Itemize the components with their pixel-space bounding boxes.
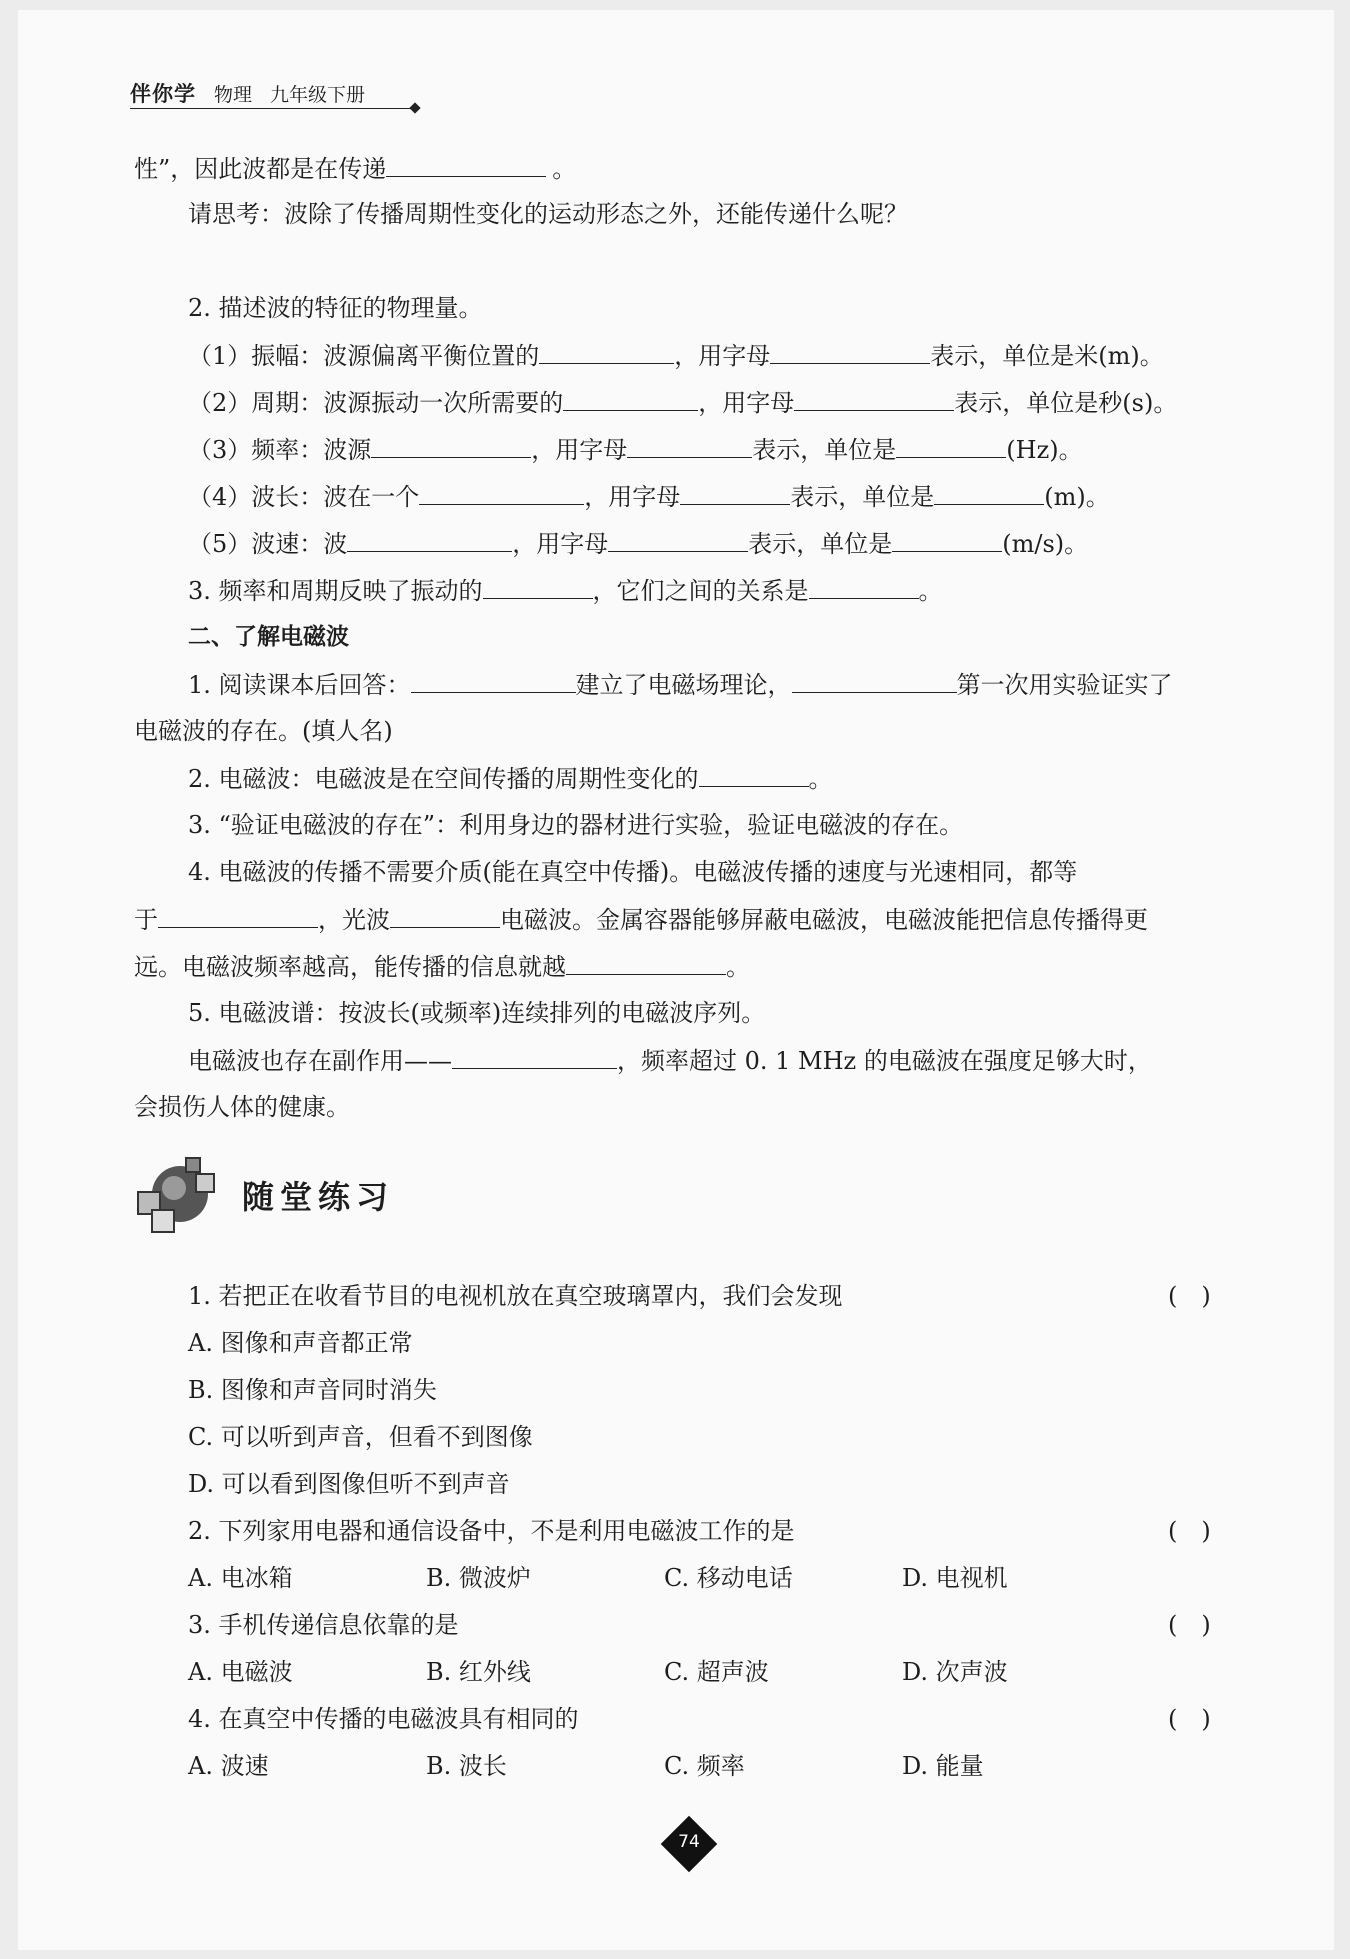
option: C. 频率 [664, 1752, 745, 1780]
wave-speed-line: （5）波速：波 ，用字母 表示，单位是 (m/s)。 [188, 525, 1088, 562]
subject-label: 物理 [214, 84, 253, 106]
option: D. 电视机 [902, 1564, 1008, 1592]
question-3-line: 3. 频率和周期反映了振动的 ，它们之间的关系是 。 [188, 572, 943, 609]
em-question-3: 3. “验证电磁波的存在”：利用身边的器材进行实验，验证电磁波的存在。 [188, 811, 964, 839]
cube-globe-icon [130, 1152, 230, 1242]
question-title: 2. 描述波的特征的物理量。 [188, 294, 483, 322]
option: A. 波速 [188, 1752, 269, 1780]
period-line: （2）周期：波源振动一次所需要的 ，用字母 表示，单位是秒(s)。 [188, 384, 1177, 421]
book-brand: 伴你学 [130, 82, 196, 106]
option: B. 图像和声音同时消失 [188, 1376, 437, 1404]
answer-paren: ( ) [1168, 1705, 1211, 1733]
option: D. 可以看到图像但听不到声音 [188, 1470, 510, 1498]
em-question-1a: 1. 阅读课本后回答： 建立了电磁场理论， 第一次用实验证实了 [188, 666, 1173, 703]
em-question-1b: 电磁波的存在。(填人名) [134, 717, 393, 745]
side-effect-line-a: 电磁波也存在副作用—— ，频率超过 0. 1 MHz 的电磁波在强度足够大时， [188, 1042, 1152, 1079]
option: A. 图像和声音都正常 [188, 1329, 413, 1357]
practice-title: 随堂练习 [242, 1178, 395, 1216]
practice-question-2: 2. 下列家用电器和通信设备中，不是利用电磁波工作的是 [188, 1517, 795, 1545]
text-line: 性”，因此波都是在传递 。 [134, 150, 576, 187]
practice-question-1: 1. 若把正在收看节目的电视机放在真空玻璃罩内，我们会发现 [188, 1282, 843, 1310]
option: C. 超声波 [664, 1658, 769, 1686]
practice-question-4: 4. 在真空中传播的电磁波具有相同的 [188, 1705, 579, 1733]
grade-label: 九年级下册 [270, 84, 366, 106]
header-rule [130, 108, 415, 109]
option: A. 电冰箱 [188, 1564, 293, 1592]
answer-paren: ( ) [1168, 1517, 1211, 1545]
wavelength-line: （4）波长：波在一个 ，用字母 表示，单位是 (m)。 [188, 478, 1110, 515]
amplitude-line: （1）振幅：波源偏离平衡位置的 ，用字母 表示，单位是米(m)。 [188, 337, 1164, 374]
practice-question-3: 3. 手机传递信息依靠的是 [188, 1611, 459, 1639]
answer-paren: ( ) [1168, 1282, 1211, 1310]
option: C. 可以听到声音，但看不到图像 [188, 1423, 533, 1451]
option: C. 移动电话 [664, 1564, 793, 1592]
option: B. 波长 [426, 1752, 507, 1780]
page-number: 74 [678, 1832, 700, 1852]
option: D. 次声波 [902, 1658, 1008, 1686]
option: D. 能量 [902, 1752, 984, 1780]
side-effect-line-b: 会损伤人体的健康。 [134, 1093, 350, 1121]
option: B. 红外线 [426, 1658, 531, 1686]
frequency-line: （3）频率：波源 ，用字母 表示，单位是 (Hz)。 [188, 431, 1083, 468]
think-prompt: 请思考：波除了传播周期性变化的运动形态之外，还能传递什么呢？ [188, 200, 908, 228]
running-header [130, 78, 430, 110]
em-question-4b: 于 ，光波 电磁波。金属容器能够屏蔽电磁波，电磁波能把信息传播得更 [134, 901, 1148, 938]
section-heading: 二、了解电磁波 [188, 624, 349, 650]
em-question-4c: 远。电磁波频率越高，能传播的信息就越 。 [134, 948, 750, 985]
answer-paren: ( ) [1168, 1611, 1211, 1639]
option: B. 微波炉 [426, 1564, 531, 1592]
em-question-5: 5. 电磁波谱：按波长(或频率)连续排列的电磁波序列。 [188, 999, 766, 1027]
practice-banner [130, 1152, 550, 1242]
option: A. 电磁波 [188, 1658, 293, 1686]
em-question-2: 2. 电磁波：电磁波是在空间传播的周期性变化的 。 [188, 760, 833, 797]
em-question-4a: 4. 电磁波的传播不需要介质(能在真空中传播)。电磁波传播的速度与光速相同，都等 [188, 858, 1078, 886]
